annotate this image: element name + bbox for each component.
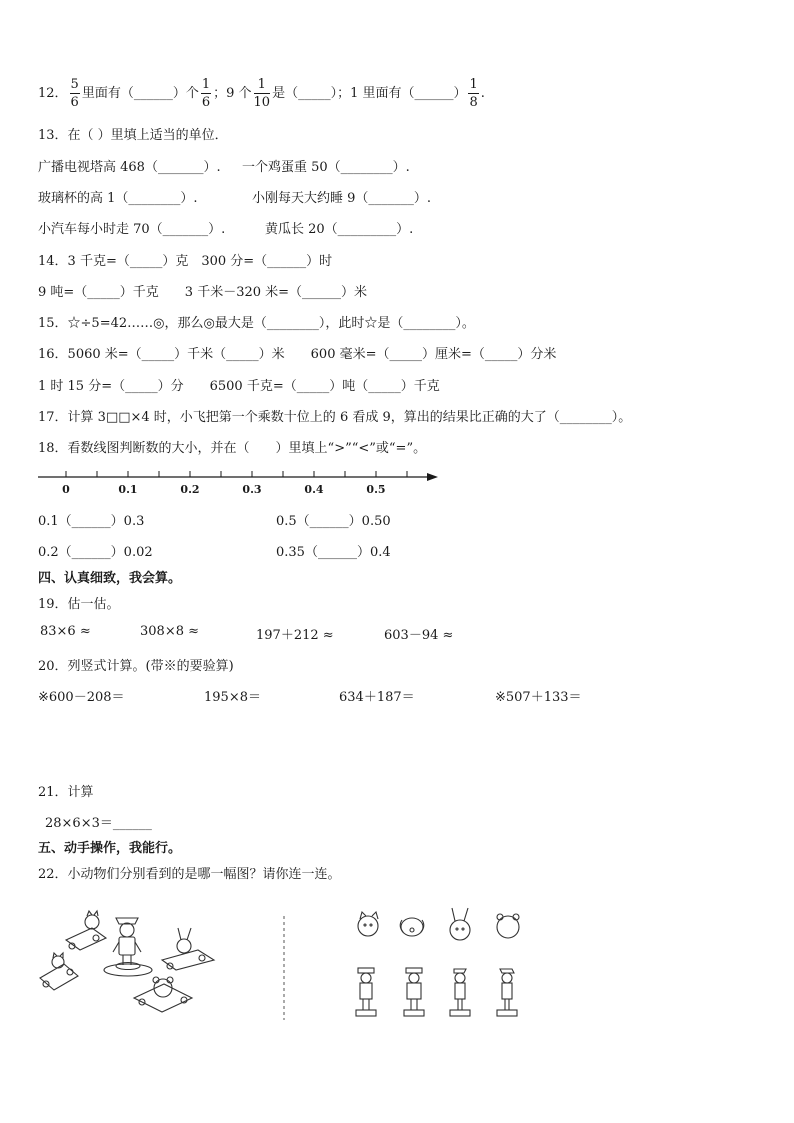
q13-blank-glass: 玻璃杯的高 1（________）. (38, 191, 198, 206)
cat-car-icon (40, 953, 78, 990)
q13-blank-egg: 一个鸡蛋重 50（________）. (242, 160, 410, 175)
number-line-label: 0 (62, 483, 70, 496)
question-21-title: 21．计算 (38, 785, 94, 800)
section-5-title: 五、动手操作，我能行。 (38, 841, 182, 856)
question-21-expression: 28×6×3＝______ (45, 816, 152, 831)
q18-compare-2b: 0.35（______）0.4 (276, 545, 391, 560)
rabbit-car-icon (162, 928, 214, 970)
q18-compare-1b: 0.5（______）0.50 (276, 514, 391, 529)
estimate-item: 603－94 ≈ (384, 628, 454, 643)
question-14-line2: 9 吨=（_____）千克 3 千米－320 米=（______）米 (38, 285, 368, 300)
dog-head-icon (400, 918, 424, 936)
number-line-label: 0.5 (366, 483, 386, 496)
question-17: 17．计算 3□□×4 时，小飞把第一个乘数十位上的 6 看成 9，算出的结果比正确的大了（________）。 (38, 410, 632, 425)
question-22-title: 22．小动物们分别看到的是哪一幅图？请你连一连。 (38, 867, 341, 882)
bear-car-icon (134, 977, 192, 1012)
question-13-title: 13．在（ ）里填上适当的单位． (38, 128, 228, 143)
police-front-view-icon (356, 968, 376, 1016)
cat-head-icon (358, 912, 378, 936)
question-14-line1: 14．3 千克=（_____）克 300 分=（______）时 (38, 254, 333, 269)
q18-compare-1a: 0.1（______）0.3 (38, 514, 145, 529)
q18-compare-2a: 0.2（______）0.02 (38, 545, 153, 560)
number-line-label: 0.3 (242, 483, 262, 496)
animal-heads-row (350, 906, 530, 946)
question-16-line1: 16．5060 米=（_____）千米（_____）米 600 毫米=（_____）厘米=（_____）分米 (38, 347, 557, 362)
scene-illustration (36, 902, 251, 1022)
q13-blank-cucumber: 黄瓜长 20（_________）. (265, 222, 414, 237)
number-line-label: 0.2 (180, 483, 200, 496)
question-16-line2: 1 时 15 分=（_____）分 6500 千克=（_____）吨（_____）千克 (38, 379, 440, 394)
vertical-calc-item: ※600－208＝ (38, 690, 125, 705)
number-line (34, 462, 444, 498)
vertical-calc-item: 634＋187＝ (339, 690, 415, 705)
number-line-label: 0.1 (118, 483, 138, 496)
police-back-view-icon (404, 968, 424, 1016)
question-12: 12． $\frac{5}{6}$ 里面有（______）个 $\frac{1}{6}$ ；9 个 $\frac{1}{10}$ 是（_____）；1 里面有（______） $\frac{1}{8}$ . (38, 77, 485, 110)
question-20-title: 20．列竖式计算。(带※的要验算) (38, 659, 234, 674)
number-line-labels (62, 483, 385, 496)
q13-blank-tower: 广播电视塔高 468（_______）. (38, 160, 221, 175)
bear-head-icon (497, 914, 519, 938)
dashed-divider (280, 916, 288, 1020)
police-views-row (350, 966, 530, 1022)
question-number: 12． (38, 86, 68, 101)
fraction-5-6: $\frac{5}{6}$ (70, 77, 79, 110)
estimate-item: 197＋212 ≈ (256, 628, 334, 643)
fraction-1-6: $\frac{1}{6}$ (201, 77, 211, 110)
question-19-title: 19．估一估。 (38, 597, 120, 612)
section-4-title: 四、认真细致，我会算。 (38, 571, 182, 586)
question-18-title: 18．看数线图判断数的大小，并在（ ）里填上“>”“<”或“=”。 (38, 441, 427, 456)
q13-blank-sleep: 小刚每天大约睡 9（_______）. (252, 191, 432, 206)
estimate-item: 83×6 ≈ (40, 624, 91, 639)
q13-blank-car: 小汽车每小时走 70（_______）. (38, 222, 226, 237)
police-figure-icon (113, 918, 141, 965)
fraction-1-8: $\frac{1}{8}$ (469, 77, 478, 110)
number-line-ticks (66, 471, 407, 477)
police-left-view-icon (450, 969, 470, 1016)
number-line-label: 0.4 (304, 483, 324, 496)
estimate-item: 308×8 ≈ (140, 624, 200, 639)
question-15: 15．☆÷5=42……◎，那么◎最大是（________），此时☆是（________）。 (38, 316, 475, 331)
fraction-1-10: $\frac{1}{10}$ (253, 77, 271, 110)
vertical-calc-item: 195×8＝ (204, 690, 261, 705)
police-right-view-icon (497, 969, 517, 1016)
dog-car-icon (66, 911, 106, 950)
vertical-calc-item: ※507＋133＝ (495, 690, 582, 705)
rabbit-head-icon (450, 908, 470, 940)
arrow-right-icon (427, 473, 438, 481)
